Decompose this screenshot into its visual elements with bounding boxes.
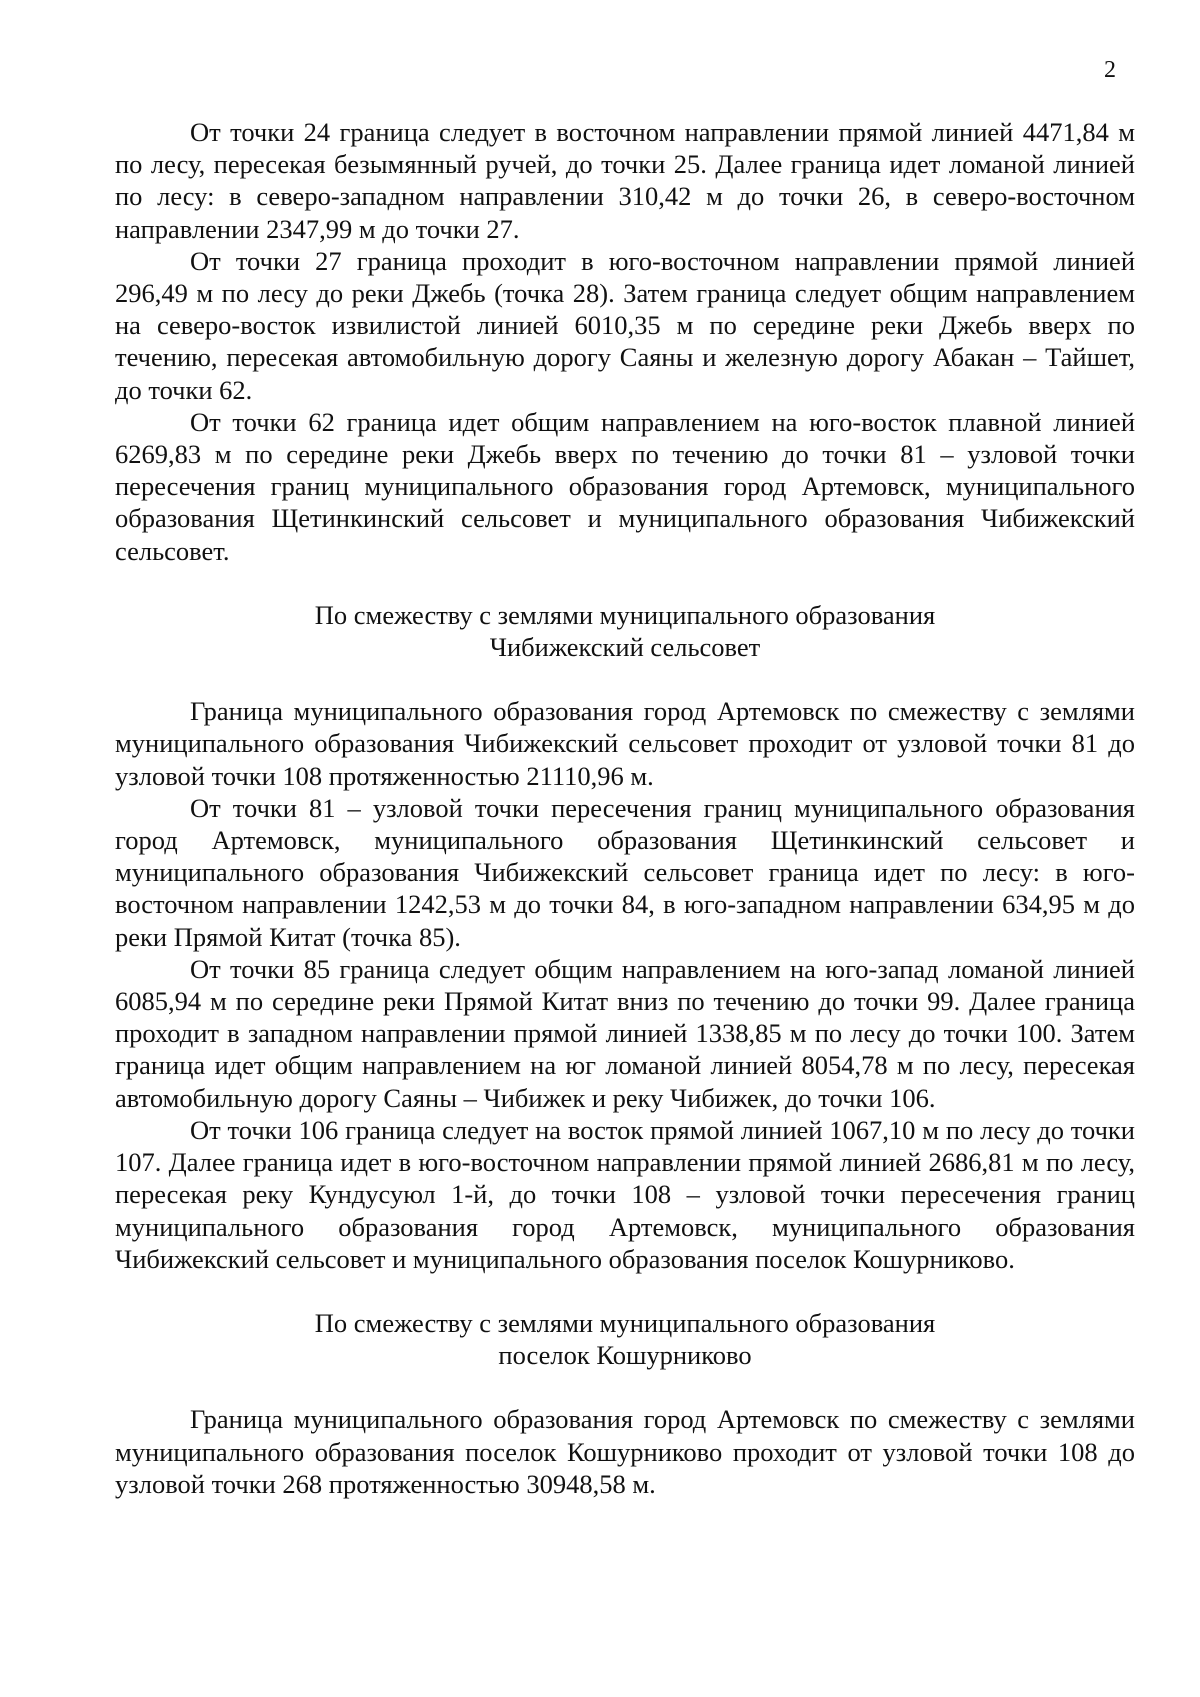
- section-chibizhek: [115, 695, 1135, 1275]
- paragraph: Граница муниципального образования город Артемовск по смежеству с землями муниципального образования поселок Кошурниково проходит от узловой точки 108 до узловой точки 268 протяженностью 30948,58 м.: [115, 1404, 1135, 1499]
- section-heading-line: поселок Кошурниково: [498, 1340, 752, 1371]
- paragraph: От точки 106 граница следует на восток прямой линией 1067,10 м по лесу до точки 107. Далее граница идет в юго-восточном направлении прямой линией 2686,81 м по лесу, пересекая реку Кундусуюл 1-й, до точки 108 – узловой точки пересечения границ муниципального образования город Артемовск, муниципального образования Чибижекский сельсовет и муниципального образования поселок Кошурниково.: [115, 1114, 1135, 1274]
- paragraph: От точки 85 граница следует общим направлением на юго-запад ломаной линией 6085,94 м по середине реки Прямой Китат вниз по течению до точки 99. Далее граница проходит в западном направлении прямой линией 1338,85 м по лесу до точки 100. Затем граница идет общим направлением на юг ломаной линией 8054,78 м по лесу, пересекая автомобильную дорогу Саяны – Чибижек и реку Чибижек, до точки 106.: [115, 953, 1135, 1113]
- paragraph: От точки 27 граница проходит в юго-восточном направлении прямой линией 296,49 м по лесу до реки Джебь (точка 28). Затем граница следует общим направлением на северо-восток извилистой линией 6010,35 м по середине реки Джебь вверх по течению, пересекая автомобильную дорогу Саяны и железную дорогу Абакан – Тайшет, до точки 62.: [115, 245, 1135, 405]
- paragraph: От точки 62 граница идет общим направлением на юго-восток плавной линией 6269,83 м по середине реки Джебь вверх по течению до точки 81 – узловой точки пересечения границ муниципального образования город Артемовск, муниципального образования Щетинкинский сельсовет и муниципального образования Чибижекский сельсовет.: [115, 406, 1135, 566]
- section-koshurnikovo: [115, 1403, 1135, 1500]
- paragraph: Граница муниципального образования город Артемовск по смежеству с землями муниципального образования Чибижекский сельсовет проходит от узловой точки 81 до узловой точки 108 протяженностью 21110,96 м.: [115, 696, 1135, 791]
- section-heading-line: По смежеству с землями муниципального образования: [314, 599, 936, 630]
- page-number: 2: [1104, 57, 1116, 83]
- paragraph: От точки 81 – узловой точки пересечения границ муниципального образования город Артемовск, муниципального образования Щетинкинский сельсовет и муниципального образования Чибижекский сельсовет граница идет по лесу: в юго-восточном направлении 1242,53 м до точки 84, в юго-западном направлении 634,95 м до реки Прямой Китат (точка 85).: [115, 792, 1135, 952]
- document-body: [115, 116, 1135, 1500]
- paragraph: От точки 24 граница следует в восточном направлении прямой линией 4471,84 м по лесу, пересекая безымянный ручей, до точки 25. Далее граница идет ломаной линией по лесу: в северо-западном направлении 310,42 м до точки 26, в северо-восточном направлении 2347,99 м до точки 27.: [115, 117, 1135, 244]
- section-heading-koshurnikovo: [115, 1307, 1135, 1371]
- section-heading-line: По смежеству с землями муниципального образования: [314, 1307, 936, 1338]
- section-heading-line: Чибижекский сельсовет: [489, 632, 761, 663]
- section-heading-chibizhek: [115, 599, 1135, 663]
